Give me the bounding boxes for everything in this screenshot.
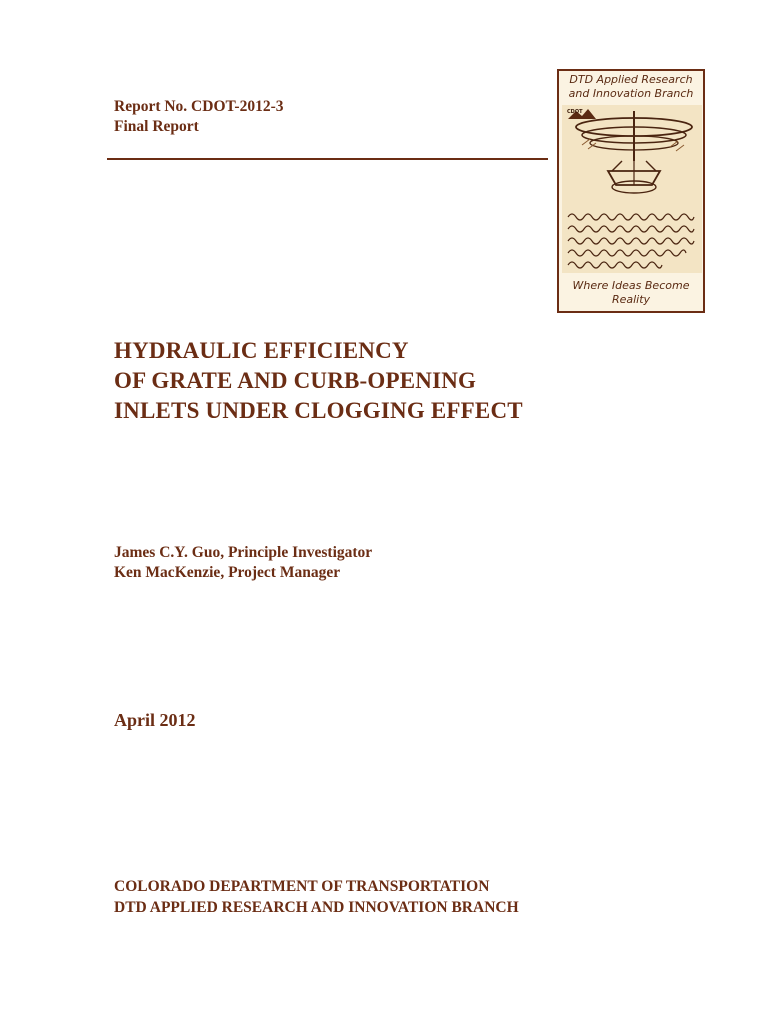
- header-divider: [107, 158, 548, 160]
- report-number: Report No. CDOT-2012-3: [114, 98, 284, 115]
- author-principal-investigator: James C.Y. Guo, Principle Investigator: [114, 544, 373, 561]
- author-project-manager: Ken MacKenzie, Project Manager: [114, 564, 341, 581]
- title-line-2: OF GRATE AND CURB-OPENING: [114, 368, 477, 393]
- helicopter-sketch-icon: [562, 105, 702, 273]
- report-date: April 2012: [114, 710, 196, 730]
- cdot-mark: CDOT: [567, 109, 583, 115]
- logo-bottom-text: [559, 279, 703, 307]
- organization-line-1: COLORADO DEPARTMENT OF TRANSPORTATION: [114, 878, 490, 895]
- report-type: Final Report: [114, 118, 199, 135]
- logo-bottom-line-1: Where Ideas Become: [572, 279, 690, 292]
- logo-top-text: [559, 73, 703, 101]
- title-line-3: INLETS UNDER CLOGGING EFFECT: [114, 398, 523, 423]
- dtd-branch-logo: [557, 69, 705, 313]
- logo-bottom-line-2: Reality: [611, 293, 651, 306]
- title-line-1: HYDRAULIC EFFICIENCY: [114, 338, 409, 363]
- logo-top-line-1: DTD Applied Research: [569, 73, 693, 86]
- logo-top-line-2: and Innovation Branch: [568, 87, 694, 100]
- organization-line-2: DTD APPLIED RESEARCH AND INNOVATION BRANCH: [114, 899, 519, 916]
